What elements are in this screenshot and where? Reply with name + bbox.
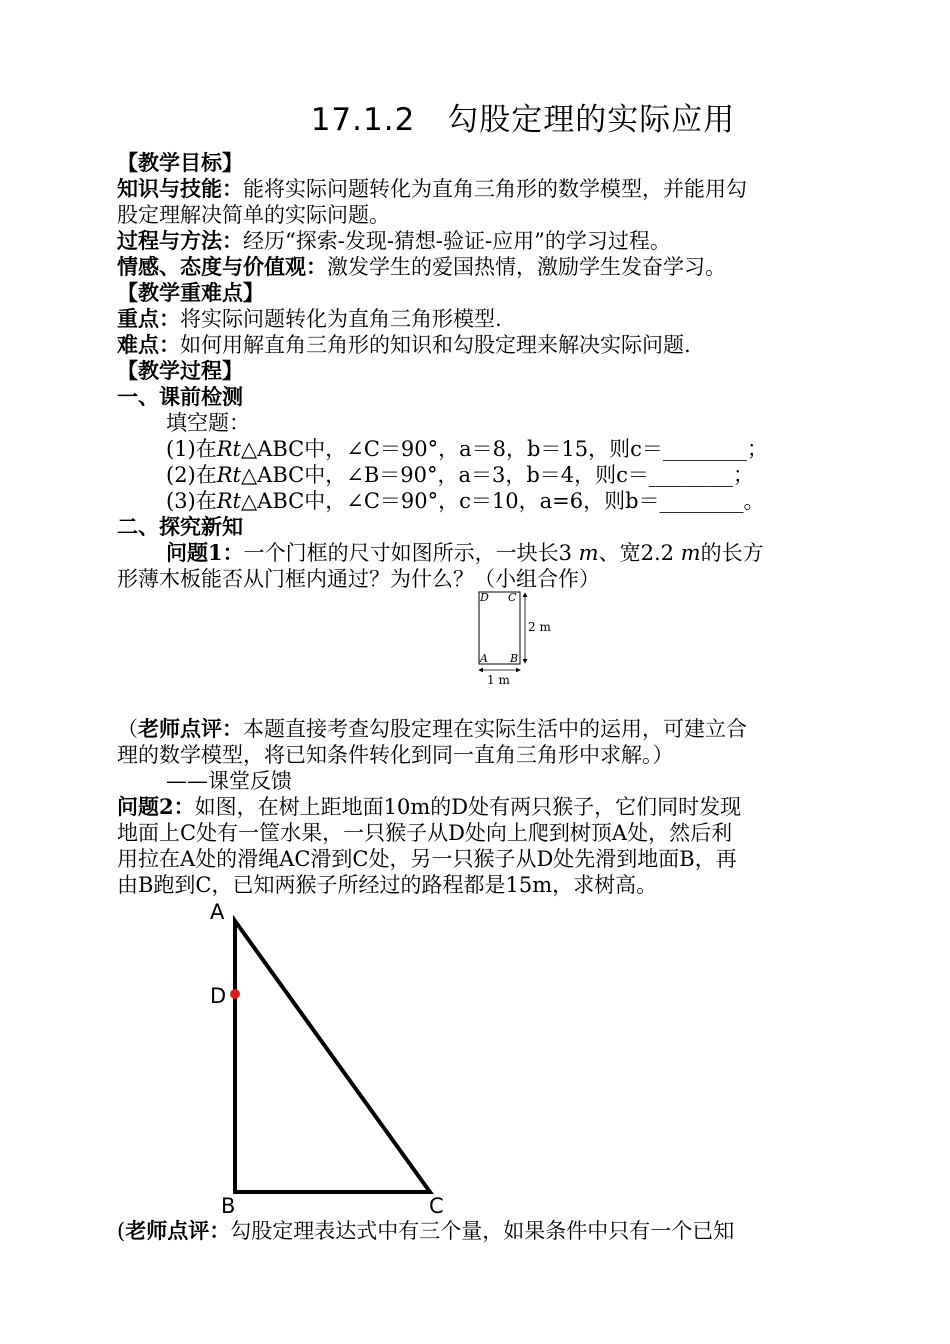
knowledge-label: 知识与技能： [117, 176, 243, 201]
door-label-a: A [480, 652, 488, 665]
problem-1-line-2: 形薄木板能否从门框内通过？为什么？（小组合作） [117, 567, 600, 591]
label-b: B [221, 1194, 236, 1218]
page-title: 17.1.2 勾股定理的实际应用 [310, 102, 736, 138]
question-1: (1)在Rt△ABC中，∠C＝90°，a＝8，b＝15，则c＝________； [166, 437, 768, 461]
key-text: 将实际问题转化为直角三角形模型. [180, 307, 502, 331]
process-text: 经历“探索-发现-猜想-验证-应用”的学习过程。 [243, 229, 671, 253]
door-label-d: D [480, 591, 489, 604]
emotion-text: 激发学生的爱国热情，激励学生发奋学习。 [327, 255, 726, 279]
section-1-heading: 一、课前检测 [117, 384, 243, 409]
tree-triangle-figure [200, 895, 460, 1220]
problem-2-label: 问题2： [117, 794, 195, 819]
process-method-line [117, 228, 671, 254]
problem-2-line: 问题2：如图，在树上距地面10m的D处有两只猴子，它们同时发现 [117, 794, 742, 819]
door-label-b: B [510, 652, 519, 665]
height-label: 2 m [528, 620, 551, 634]
comment-2-line: (老师点评：勾股定理表达式中有三个量，如果条件中只有一个已知 [117, 1218, 735, 1243]
hard-point-line [117, 332, 691, 358]
problem-2-line-4: 由B跑到C，已知两猴子所经过的路程都是15m，求树高。 [117, 873, 658, 897]
question-3: (3)在Rt△ABC中，∠C＝90°，c＝10，a=6，则b＝________。 [166, 489, 765, 513]
fill-blank-label: 填空题： [166, 411, 250, 435]
key-label: 重点： [117, 306, 180, 331]
door-label-c: C [508, 591, 517, 604]
question-2: (2)在Rt△ABC中，∠B＝90°，a＝3，b＝4，则c＝________； [166, 463, 754, 487]
label-d: D [210, 984, 227, 1008]
process-label: 过程与方法： [117, 228, 243, 253]
problem-1-line: 问题1：一个门框的尺寸如图所示，一块长3 m、宽2.2 m的长方 [166, 540, 764, 565]
width-label: 1 m [487, 673, 510, 687]
feedback-label: ——课堂反馈 [166, 769, 292, 793]
hard-label: 难点： [117, 332, 180, 357]
emotion-line [117, 254, 726, 280]
key-point-line [117, 306, 502, 332]
knowledge-text: 能将实际问题转化为直角三角形的数学模型，并能用勾 [243, 177, 747, 201]
problem-1-label: 问题1： [166, 540, 244, 565]
problem-2-line-3: 用拉在A处的滑绳AC滑到C处，另一只猴子从D处先滑到地面B，再 [117, 847, 737, 871]
hard-text: 如何用解直角三角形的知识和勾股定理来解决实际问题. [180, 333, 691, 357]
comment-1-label: 老师点评： [138, 716, 243, 741]
knowledge-line [117, 176, 747, 202]
point-d [230, 989, 240, 999]
label-c: C [429, 1194, 444, 1218]
process-header: 【教学过程】 [117, 358, 243, 383]
comment-1-line-2: 理的数学模型，将已知条件转化到同一直角三角形中求解。） [117, 743, 674, 767]
section-2-heading: 二、探究新知 [117, 514, 243, 539]
door-frame-figure [470, 585, 560, 690]
comment-2-label: 老师点评： [125, 1218, 231, 1243]
emotion-label: 情感、态度与价值观： [117, 254, 327, 279]
key-points-header: 【教学重难点】 [117, 280, 264, 305]
label-a: A [210, 900, 225, 924]
goals-header: 【教学目标】 [117, 150, 243, 175]
triangle-abc [235, 921, 430, 1192]
problem-2-line-2: 地面上C处有一筐水果，一只猴子从D处向上爬到树顶A处，然后利 [117, 821, 733, 845]
comment-1-line: （老师点评：本题直接考查勾股定理在实际生活中的运用，可建立合 [117, 716, 747, 741]
knowledge-line-2: 股定理解决简单的实际问题。 [117, 203, 390, 227]
